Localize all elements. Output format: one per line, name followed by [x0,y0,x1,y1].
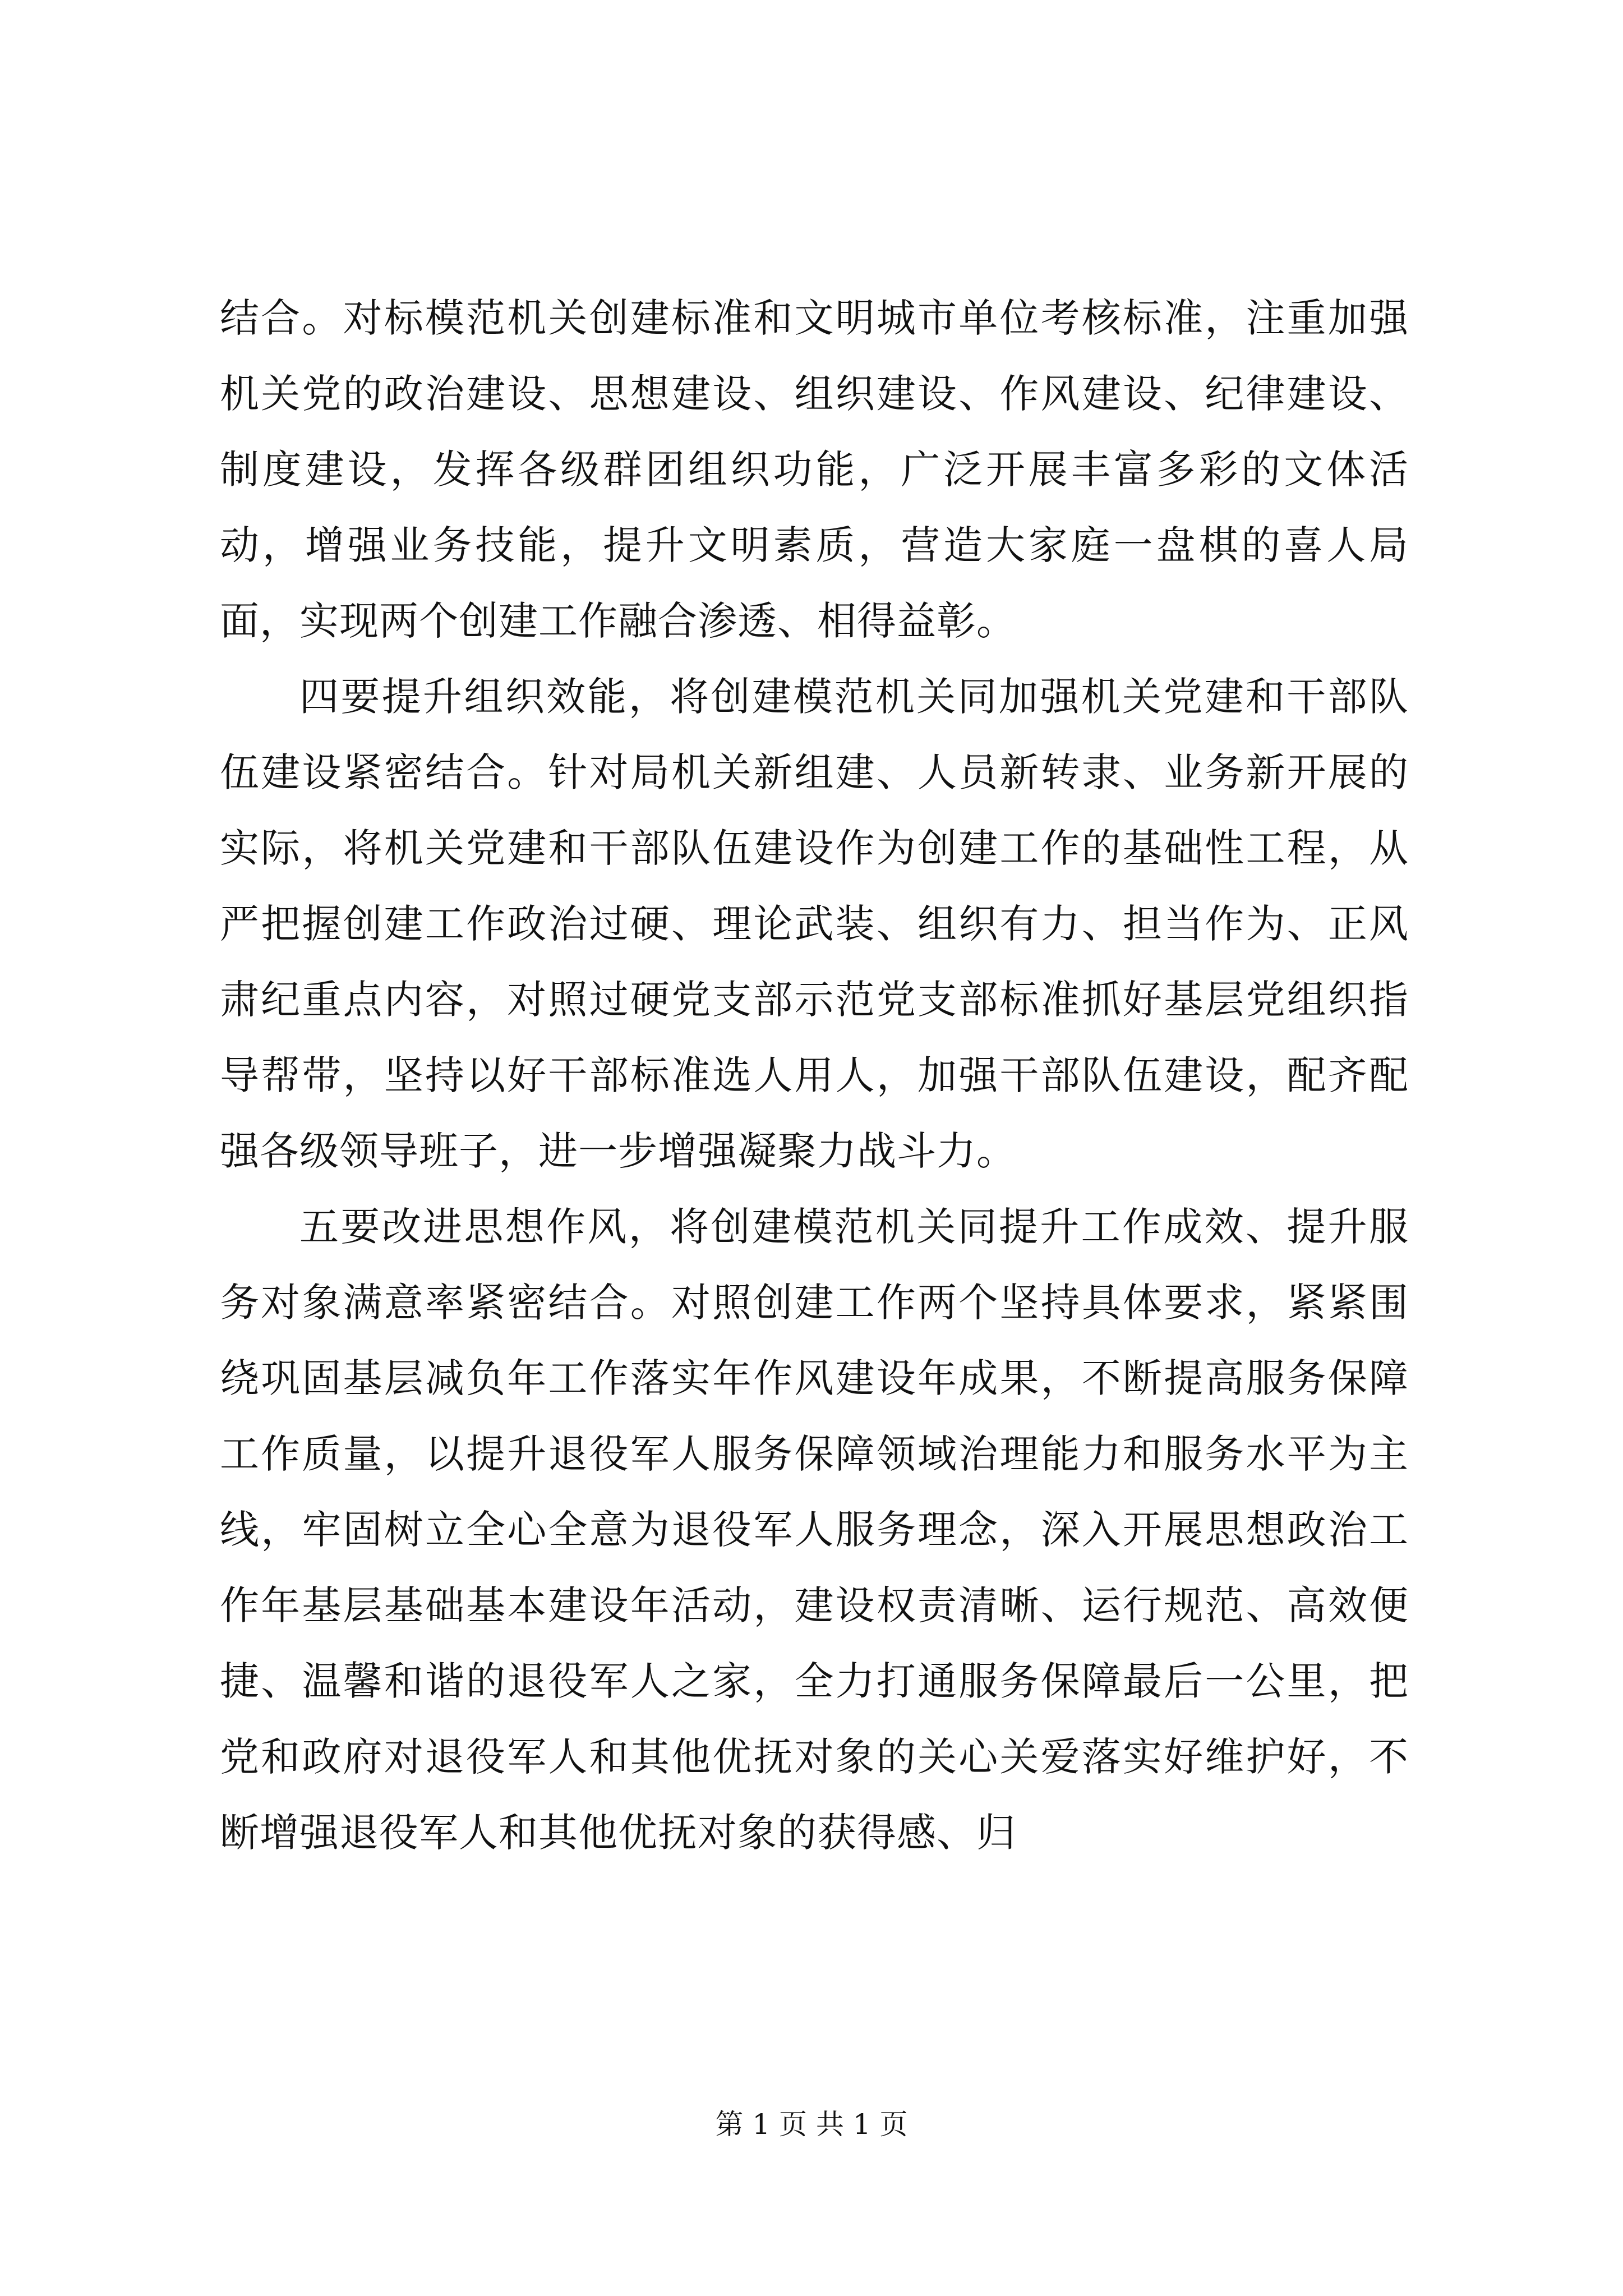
paragraph-3: 五要改进思想作风，将创建模范机关同提升工作成效、提升服务对象满意率紧密结合。对照创建工作两个坚持具体要求，紧紧围绕巩固基层减负年工作落实年作风建设年成果，不断提高服务保障工作质量，以提升退役军人服务保障领域治理能力和服务水平为主线，牢固树立全心全意为退役军人服务理念，深入开展思想政治工作年基层基础基本建设年活动，建设权责清晰、运行规范、高效便捷、温馨和谐的退役军人之家，全力打通服务保障最后一公里，把党和政府对退役军人和其他优抚对象的关心关爱落实好维护好，不断增强退役军人和其他优抚对象的获得感、归 [220,1204,1409,1856]
paragraph-1: 结合。对标模范机关创建标准和文明城市单位考核标准，注重加强机关党的政治建设、思想建设、组织建设、作风建设、纪律建设、制度建设，发挥各级群团组织功能，广泛开展丰富多彩的文体活动，增强业务技能，提升文明素质，营造大家庭一盘棋的喜人局面，实现两个创建工作融合渗透、相得益彰。 [220,295,1409,644]
document-body [220,280,1409,1871]
page-footer [0,2105,1623,2144]
paragraph-2: 四要提升组织效能，将创建模范机关同加强机关党建和干部队伍建设紧密结合。针对局机关新组建、人员新转隶、业务新开展的实际，将机关党建和干部队伍建设作为创建工作的基础性工程，从严把握创建工作政治过硬、理论武装、组织有力、担当作为、正风肃纪重点内容，对照过硬党支部示范党支部标准抓好基层党组织指导帮带，坚持以好干部标准选人用人，加强干部队伍建设，配齐配强各级领导班子，进一步增强凝聚力战斗力。 [220,674,1409,1174]
page-number-label: 第 1 页 共 1 页 [715,2108,908,2141]
